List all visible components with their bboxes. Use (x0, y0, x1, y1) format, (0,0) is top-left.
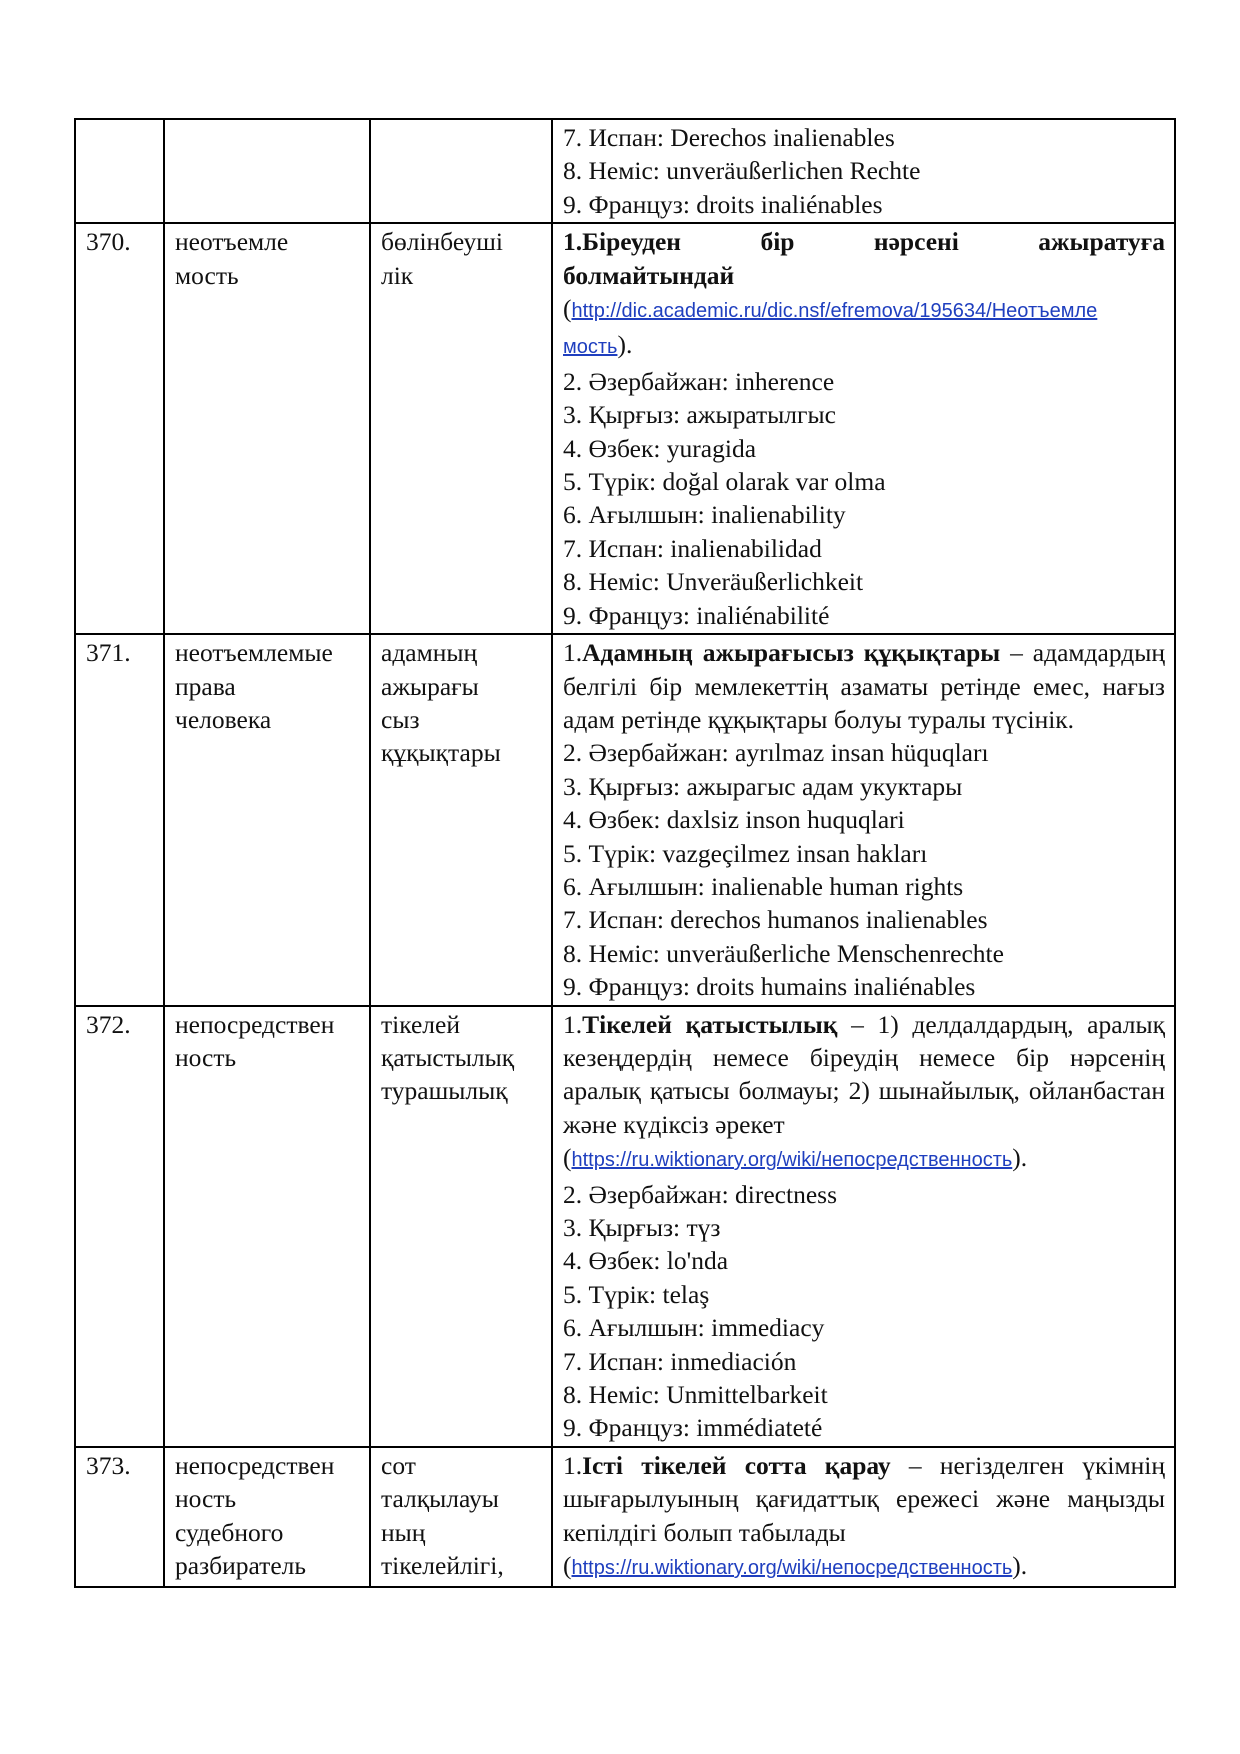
russian-term-part: ность (175, 1484, 237, 1514)
definition-term: болмайтындай (563, 260, 735, 290)
translation-item: 2. Әзербайжан: directness (563, 1179, 838, 1209)
kazakh-term-part: лік (381, 260, 414, 290)
source-link[interactable]: https://ru.wiktionary.org/wiki/непосредственность (571, 1149, 1013, 1172)
kazakh-term-part: қатыстылық (381, 1042, 515, 1072)
translation-item: 5. Түрік: doğal olarak var olma (563, 467, 886, 497)
definition-cell: 1.Тікелей қатыстылық – 1) делдалдардың, аралық кезеңдердің немесе біреудің немесе бір нәрсенің аралық қатысы болмауы; 2) шынайылық, ойланбастан және күдіксіз әрекет (https://ru.wiktionary.org/wiki/непосредственность). 2. Әзербайжан: directness 3. Қырғыз: түз 4. Өзбек: lo'nda 5. Түрік: telaş 6. Ағылшын: immediacy 7. Испан: inmediación 8. Неміс: Unmittelbarkeit 9. Француз: immédiateté (552, 1006, 1175, 1447)
translation-item: 7. Испан: derechos humanos inalienables (563, 905, 988, 935)
kazakh-term-part: ажырағы (381, 671, 479, 701)
translation-item: 5. Түрік: telaş (563, 1279, 710, 1309)
table-row (75, 1447, 1175, 1588)
translation-item: 8. Неміс: unveräußerlichen Rechte (563, 156, 921, 186)
translation-item: 9. Француз: droits inaliénables (563, 189, 883, 219)
definition-prefix: 1. (563, 638, 583, 668)
translation-item: 2. Әзербайжан: ayrılmaz insan hüquqları (563, 738, 989, 768)
definition-body: – адамдардың белгілі бір мемлекеттің азаматы ретінде емес, нағыз адам ретінде құқықтары болуы туралы түсінік. (563, 638, 1165, 734)
russian-term-part: права (175, 671, 236, 701)
kazakh-term-part: тікелейлігі, (381, 1551, 504, 1581)
entry-number: 371. (75, 634, 164, 1005)
translation-item: 4. Өзбек: daxlsiz inson huquqlari (563, 805, 905, 835)
translation-item: 7. Испан: Derechos inalienables (563, 123, 895, 152)
kazakh-term-part: сыз (381, 704, 420, 734)
translation-item: 6. Ағылшын: inalienable human rights (563, 871, 964, 901)
russian-term-part: человека (175, 704, 272, 734)
definition-cell (552, 119, 1175, 223)
translation-item: 9. Француз: droits humains inaliénables (563, 972, 976, 1002)
definition-prefix: 1. (563, 1009, 583, 1039)
russian-term (164, 119, 370, 223)
table-row (75, 1006, 1175, 1447)
kazakh-term-part: турашылық (381, 1076, 508, 1106)
kazakh-term (370, 1006, 552, 1447)
translation-item: 3. Қырғыз: ажыратылгыс (563, 400, 836, 430)
translation-item: 6. Ағылшын: immediacy (563, 1313, 825, 1343)
entry-number: 373. (75, 1447, 164, 1588)
kazakh-term (370, 1447, 552, 1588)
russian-term-part: разбиратель (175, 1551, 306, 1581)
kazakh-term-part: ның (381, 1517, 426, 1547)
definition-text (563, 1008, 1165, 1142)
translation-item: 3. Қырғыз: түз (563, 1213, 721, 1242)
translation-item: 5. Түрік: vazgeçilmez insan hakları (563, 838, 928, 868)
kazakh-term-part: сот (381, 1450, 416, 1480)
table-row (75, 119, 1175, 223)
translation-item: 4. Өзбек: yuragida (563, 433, 757, 463)
entry-number: 372. (75, 1006, 164, 1447)
source-link[interactable]: http://dic.academic.ru/dic.nsf/efremova/195634/Неотъемле (571, 300, 1098, 323)
table-row (75, 223, 1175, 634)
definition-text (563, 636, 1165, 736)
kazakh-term (370, 119, 552, 223)
russian-term-part: непосредствен (175, 1009, 335, 1039)
russian-term-part: судебного (175, 1517, 284, 1547)
russian-term-part: ность (175, 1042, 237, 1072)
entry-number: 370. (75, 223, 164, 634)
definition-body: – 1) делдалдардың, аралық кезеңдердің немесе біреудің немесе бір нәрсенің аралық қатысы болмауы; 2) шынайылық, ойланбастан және күдіксіз әрекет (563, 1009, 1165, 1139)
definition-term: Тікелей қатыстылық (582, 1009, 838, 1039)
translation-item: 6. Ағылшын: inalienability (563, 500, 846, 530)
kazakh-term (370, 634, 552, 1005)
russian-term-part: мость (175, 260, 239, 290)
translation-item: 9. Француз: inaliénabilité (563, 600, 830, 630)
kazakh-term-part: тікелей (381, 1009, 460, 1039)
definition-term: Істі тікелей сотта қарау (582, 1450, 891, 1480)
definition-term: Біреуден бір нәрсені ажыратуға (582, 227, 1165, 257)
kazakh-term (370, 223, 552, 634)
russian-term-part: неотъемле (175, 227, 289, 257)
definition-term: Адамның ажырағысыз құқықтары (582, 638, 1001, 668)
dictionary-table (74, 118, 1176, 1588)
translation-item: 4. Өзбек: lo'nda (563, 1246, 729, 1276)
translation-item: 3. Қырғыз: ажырагыс адам укуктары (563, 771, 963, 801)
kazakh-term-part: бөлінбеуші (381, 227, 503, 257)
definition-cell: 1.Біреуден бір нәрсені ажыратуға болмайтындай (http://dic.academic.ru/dic.nsf/efremova/195634/Неотъемле мость). 2. Әзербайжан: inherence 3. Қырғыз: ажыратылгыс 4. Өзбек: yuragida 5. Түрік: doğal olarak var olma 6. Ағылшын: inalienability 7. Испан: inalienabilidad 8. Неміс: Unveräußerlichkeit 9. Француз: inaliénabilité (552, 223, 1175, 634)
definition-cell (552, 634, 1175, 1005)
source-link[interactable]: мость (563, 336, 618, 359)
translation-item: 7. Испан: inalienabilidad (563, 533, 822, 563)
russian-term-part: непосредствен (175, 1450, 335, 1480)
russian-term (164, 1006, 370, 1447)
table-row (75, 634, 1175, 1005)
source-link[interactable]: https://ru.wiktionary.org/wiki/непосредственность (571, 1557, 1013, 1580)
translation-item: 8. Неміс: Unveräußerlichkeit (563, 567, 864, 597)
russian-term (164, 634, 370, 1005)
kazakh-term-part: талқылауы (381, 1484, 499, 1514)
translation-item: 8. Неміс: unveräußerliche Menschenrechte (563, 938, 1004, 968)
definition-prefix: 1. (563, 227, 583, 257)
definition-body: – негізделген үкімнің шығарылуының қағидаттық ережесі және маңызды кепілдігі болып табылады (563, 1450, 1165, 1547)
translation-item: 2. Әзербайжан: inherence (563, 366, 835, 396)
russian-term (164, 1447, 370, 1588)
translation-item: 7. Испан: inmediación (563, 1346, 797, 1376)
russian-term (164, 223, 370, 634)
kazakh-term-part: адамның (381, 638, 478, 668)
definition-cell: 1.Істі тікелей сотта қарау – негізделген үкімнің шығарылуының қағидаттық ережесі және маңызды кепілдігі болып табылады (https://ru.wiktionary.org/wiki/непосредственность). (552, 1447, 1175, 1588)
definition-text (563, 1449, 1165, 1549)
russian-term-part: неотъемлемые (175, 638, 333, 668)
translation-item: 8. Неміс: Unmittelbarkeit (563, 1380, 828, 1410)
translation-item: 9. Француз: immédiateté (563, 1413, 823, 1443)
kazakh-term-part: құқықтары (381, 738, 501, 768)
definition-prefix: 1. (563, 1450, 583, 1480)
entry-number (75, 119, 164, 223)
